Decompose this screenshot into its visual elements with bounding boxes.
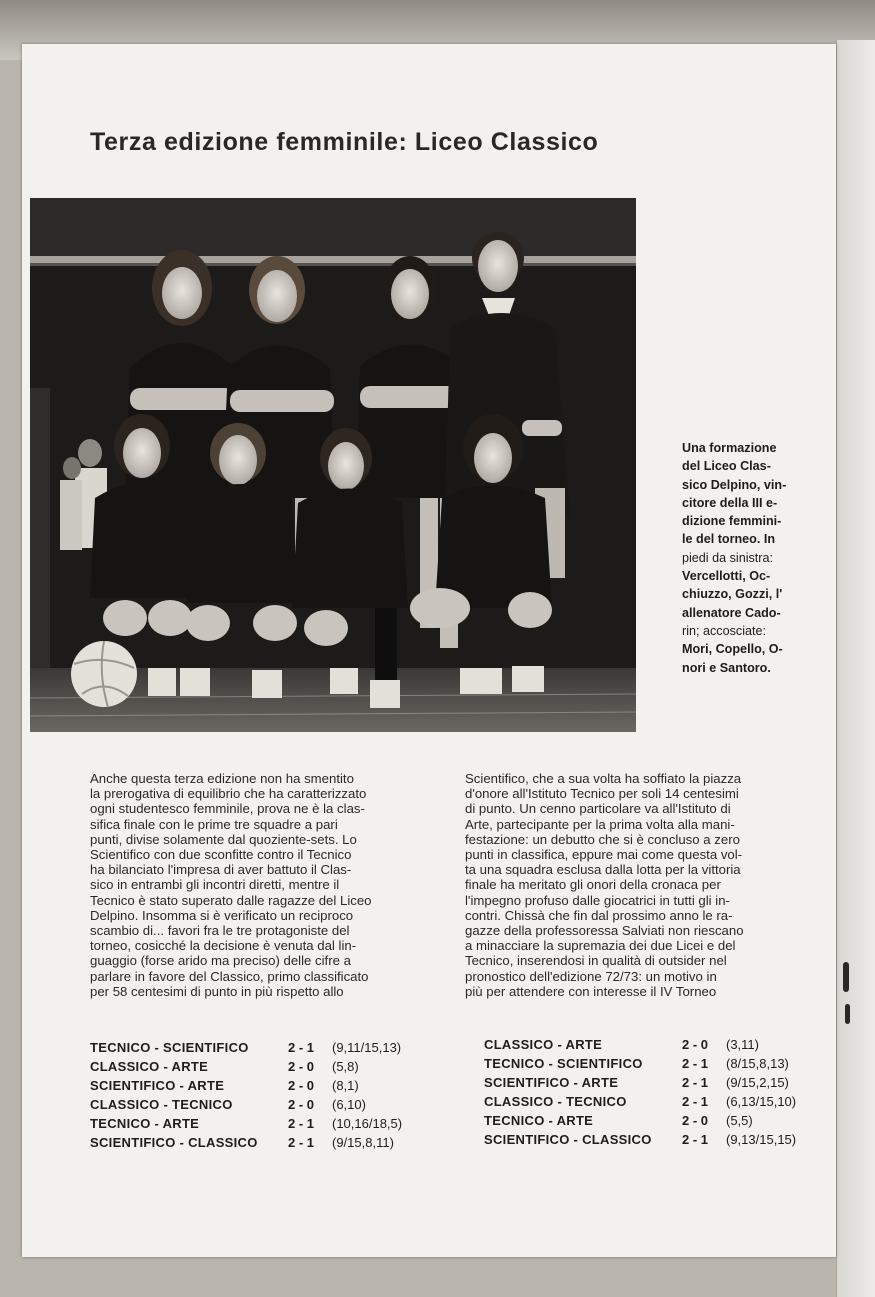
result-sets: (9/15,2,15) <box>726 1075 789 1090</box>
result-match: TECNICO - SCIENTIFICO <box>484 1056 643 1071</box>
result-score: 2 - 0 <box>682 1113 709 1128</box>
caption-line: citore della III e- <box>682 495 778 510</box>
result-match: SCIENTIFICO - ARTE <box>484 1075 619 1090</box>
caption-line: Una formazione <box>682 441 777 455</box>
result-row <box>484 1113 864 1132</box>
article-line: finale ha meritato gli onori della cronaca per <box>465 877 721 893</box>
result-score: 2 - 1 <box>682 1075 709 1090</box>
article-line: festazione: un debutto che si è concluso a zero <box>465 831 740 847</box>
result-sets: (9/15,8,11) <box>332 1135 394 1150</box>
article-column-left <box>90 771 428 999</box>
binding-hole-4 <box>845 1004 850 1024</box>
caption-line: chiuzzo, Gozzi, l' <box>682 587 783 602</box>
result-sets: (5,8) <box>332 1059 359 1074</box>
result-match: TECNICO - SCIENTIFICO <box>90 1040 249 1055</box>
article-line: di punto. Un cenno particolare va all'Istituto di <box>465 801 731 817</box>
article-line: ta una squadra esclusa dalla lotta per la vittoria <box>465 862 741 878</box>
article-line: d'onore all'Istituto Tecnico per soli 14 centesimi <box>465 786 739 802</box>
result-score: 2 - 1 <box>682 1056 709 1071</box>
article-line: scambio di... favori fra le tre protagoniste del <box>90 923 350 939</box>
article-line: gazze della professoressa Salviati non riescano <box>465 923 744 939</box>
result-sets: (6,13/15,10) <box>726 1094 797 1109</box>
result-score: 2 - 0 <box>288 1059 315 1074</box>
result-row <box>90 1040 470 1059</box>
caption-line: Vercellotti, Oc- <box>682 569 771 584</box>
result-row <box>90 1097 470 1116</box>
result-match: SCIENTIFICO - CLASSICO <box>484 1132 652 1147</box>
article-line: sico in entrambi gli incontri diretti, mentre il <box>90 877 340 893</box>
result-row <box>90 1116 470 1135</box>
document-page <box>22 44 836 1257</box>
result-row <box>484 1075 864 1094</box>
article-line: Scientifico, che a sua volta ha soffiato la piazza <box>465 771 742 786</box>
photo-caption <box>682 439 822 677</box>
result-match: CLASSICO - TECNICO <box>90 1097 233 1112</box>
article-line: Tecnico, inserendosi in qualità di outsider nel <box>465 953 727 969</box>
binding-hole-3 <box>843 962 849 992</box>
result-match: CLASSICO - ARTE <box>484 1037 603 1052</box>
article-line: la prerogativa di equilibrio che ha caratterizzato <box>90 786 367 802</box>
article-line: ha bilanciato l'impresa di aver battuto il Clas- <box>90 862 352 878</box>
result-row <box>484 1094 864 1113</box>
result-row <box>90 1135 470 1154</box>
article-line: contri. Chissà che fin dal prossimo anno le ra- <box>465 907 733 923</box>
result-match: SCIENTIFICO - CLASSICO <box>90 1135 258 1150</box>
article-line: l'impegno profuso dalle giocatrici in tutti gli in- <box>465 892 730 908</box>
article-line: guaggio (forse arido ma preciso) delle cifre a <box>90 953 351 969</box>
result-match: TECNICO - ARTE <box>90 1116 200 1131</box>
result-sets: (3,11) <box>726 1037 759 1052</box>
caption-line: allenatore Cado- <box>682 605 781 620</box>
result-sets: (9,11/15,13) <box>332 1040 402 1055</box>
article-line: Scientifico con due sconfitte contro il Tecnico <box>90 847 352 863</box>
article-column-right <box>465 771 803 999</box>
article-line: parlare in favore del Classico, primo classificato <box>90 968 369 984</box>
article-line: Arte, partecipante per la prima volta alla mani- <box>465 816 735 832</box>
result-sets: (8,1) <box>332 1078 359 1093</box>
article-line: pronostico dell'edizione 72/73: un motivo in <box>465 968 717 984</box>
result-score: 2 - 1 <box>682 1132 709 1147</box>
result-row <box>484 1037 864 1056</box>
result-sets: (5,5) <box>726 1113 753 1128</box>
caption-line: nori e Santoro. <box>682 660 771 675</box>
result-score: 2 - 1 <box>682 1094 709 1109</box>
results-table-right <box>484 1037 864 1151</box>
article-line: punti in classifica, eppure mai come questa vol- <box>465 847 743 863</box>
result-sets: (9,13/15,15) <box>726 1132 797 1147</box>
article-line: per 58 centesimi di punto in più rispetto allo <box>90 983 344 999</box>
result-score: 2 - 1 <box>288 1116 315 1131</box>
result-row <box>484 1132 864 1151</box>
result-score: 2 - 1 <box>288 1135 315 1150</box>
caption-line: del Liceo Clas- <box>682 459 771 474</box>
team-photo <box>30 198 636 732</box>
result-row <box>484 1056 864 1075</box>
article-line: a minacciare la supremazia dei due Licei e del <box>465 938 736 954</box>
caption-line: piedi da sinistra: <box>682 550 774 565</box>
result-match: CLASSICO - TECNICO <box>484 1094 627 1109</box>
article-line: punti, divise solamente dal quoziente-sets. Lo <box>90 831 357 847</box>
result-match: SCIENTIFICO - ARTE <box>90 1078 225 1093</box>
result-match: TECNICO - ARTE <box>484 1113 594 1128</box>
result-sets: (10,16/18,5) <box>332 1116 403 1131</box>
caption-line: le del torneo. In <box>682 532 776 547</box>
result-sets: (8/15,8,13) <box>726 1056 789 1071</box>
article-line: più per attendere con interesse il IV Torneo <box>465 983 717 999</box>
result-score: 2 - 0 <box>288 1078 315 1093</box>
results-table-left <box>90 1040 470 1154</box>
article-line: torneo, cosicché la decisione è venuta dal lin- <box>90 938 357 954</box>
article-line: sifica finale con le prime tre squadre a pari <box>90 816 338 832</box>
article-line: Anche questa terza edizione non ha smentito <box>90 771 354 786</box>
caption-line: sico Delpino, vin- <box>682 477 787 492</box>
result-score: 2 - 1 <box>288 1040 315 1055</box>
team-photo-illustration <box>30 198 636 732</box>
result-row <box>90 1078 470 1097</box>
result-row <box>90 1059 470 1078</box>
result-match: CLASSICO - ARTE <box>90 1059 209 1074</box>
result-score: 2 - 0 <box>288 1097 315 1112</box>
caption-line: Mori, Copello, O- <box>682 642 783 657</box>
article-line: Delpino. Insomma si è verificato un reciproco <box>90 907 354 923</box>
page-title: Terza edizione femminile: Liceo Classico <box>90 128 599 156</box>
result-score: 2 - 0 <box>682 1037 709 1052</box>
caption-line: dizione femmini- <box>682 514 782 529</box>
article-line: ogni studentesco femminile, prova ne è la clas- <box>90 801 365 817</box>
article-line: Tecnico è stato superato dalle ragazze del Liceo <box>90 892 372 908</box>
result-sets: (6,10) <box>332 1097 366 1112</box>
caption-line: rin; accosciate: <box>682 623 766 638</box>
